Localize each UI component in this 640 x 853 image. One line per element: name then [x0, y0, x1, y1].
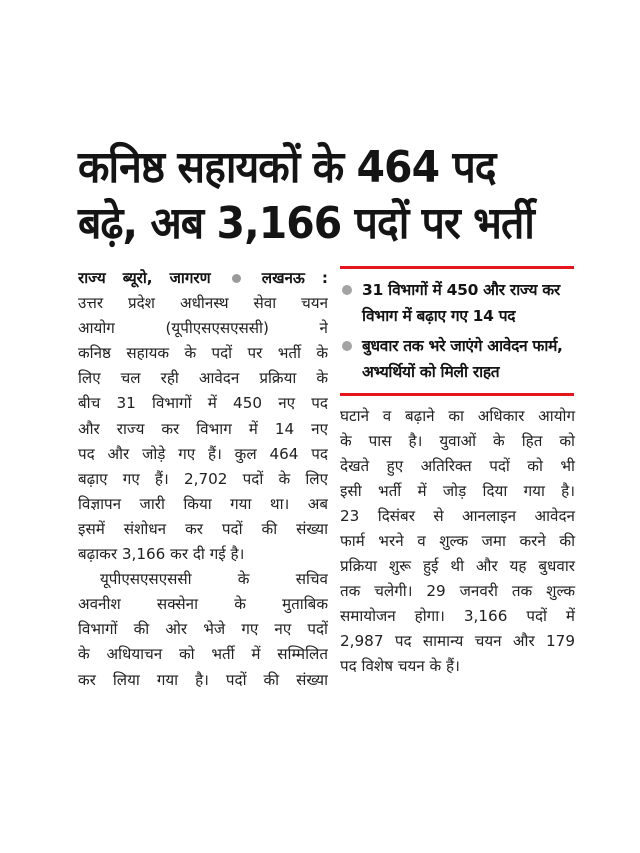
body-line: इसी भर्ती में जोड़ दिया गया है।: [340, 482, 575, 500]
highlight-item: [340, 333, 575, 385]
body-line: फार्म भरने व शुल्क जमा करने की: [340, 532, 575, 550]
headline-line-2: बढ़े, अब 3,166 पदों पर भर्ती: [78, 198, 534, 249]
body-line: देखते हुए अतिरिक्त पदों को भी: [340, 457, 575, 475]
bullet-dot-icon: [232, 274, 241, 283]
red-rule-top: [340, 266, 574, 269]
body-line: बढ़ाए गए हैं। 2,702 पदों के लिए: [78, 469, 328, 488]
headline: [78, 140, 543, 252]
body-line: कनिष्ठ सहायक के पदों पर भर्ती के: [78, 344, 328, 363]
highlight-text: बुधवार तक भरे जाएंगे आवेदन फार्म, अभ्यर्थियों को मिली राहत: [362, 337, 563, 381]
body-line: समायोजन होगा। 3,166 पदों में: [340, 607, 575, 625]
body-line: के अधियाचन को भर्ती में सम्मिलित: [78, 645, 328, 664]
body-line: 23 दिसंबर से आनलाइन आवेदन: [340, 507, 575, 525]
body-line: पद विशेष चयन के हैं।: [340, 657, 460, 675]
dateline-city: लखनऊ :: [261, 269, 328, 287]
body-line: यूपीएसएसएससी के सचिव: [100, 570, 328, 589]
body-line: प्रक्रिया शुरू हुई थी और यह बुधवार: [340, 557, 575, 575]
right-column: [340, 266, 575, 679]
body-line: घटाने व बढ़ाने का अधिकार आयोग: [340, 407, 575, 425]
body-line: विज्ञापन जारी किया गया था। अब: [78, 494, 328, 513]
red-rule-bottom: [340, 393, 574, 396]
body-line: बीच 31 विभागों में 450 नए पद: [78, 394, 328, 413]
news-clipping: [78, 140, 578, 700]
highlight-text: 31 विभागों में 450 और राज्य कर विभाग में बढ़ाए गए 14 पद: [362, 281, 560, 325]
body-line: इसमें संशोधन कर पदों की संख्या: [78, 519, 328, 538]
highlight-item: [340, 277, 575, 329]
body-line: उत्तर प्रदेश अधीनस्थ सेवा चयन: [78, 294, 328, 313]
body-line: बढ़ाकर 3,166 कर दी गई है।: [78, 545, 245, 564]
dateline-bureau: राज्य ब्यूरो, जागरण: [78, 269, 211, 287]
body-line: के पास है। युवाओं के हित को: [340, 432, 575, 450]
bullet-dot-icon: [342, 341, 352, 351]
body-line: 2,987 पद सामान्य चयन और 179: [340, 632, 575, 650]
left-column: [78, 266, 328, 693]
body-line: लिए चल रही आवेदन प्रक्रिया के: [78, 369, 328, 388]
body-line: और राज्य कर विभाग में 14 नए: [78, 419, 328, 438]
dateline: [78, 266, 328, 291]
body-line: विभागों की ओर भेजे गए नए पदों: [78, 620, 328, 639]
body-line: पद और जोड़े गए हैं। कुल 464 पद: [78, 444, 328, 463]
body-line: तक चलेगी। 29 जनवरी तक शुल्क: [340, 582, 575, 600]
body-line: कर लिया गया है। पदों की संख्या: [78, 670, 328, 689]
highlights-box: [340, 277, 575, 385]
right-column-body: [340, 404, 575, 679]
body-line: आयोग (यूपीएसएसएससी) ने: [78, 319, 328, 338]
bullet-dot-icon: [342, 285, 352, 295]
body-line: अवनीश सक्सेना के मुताबिक: [78, 595, 328, 614]
headline-line-1: कनिष्ठ सहायकों के 464 पद: [78, 142, 496, 193]
